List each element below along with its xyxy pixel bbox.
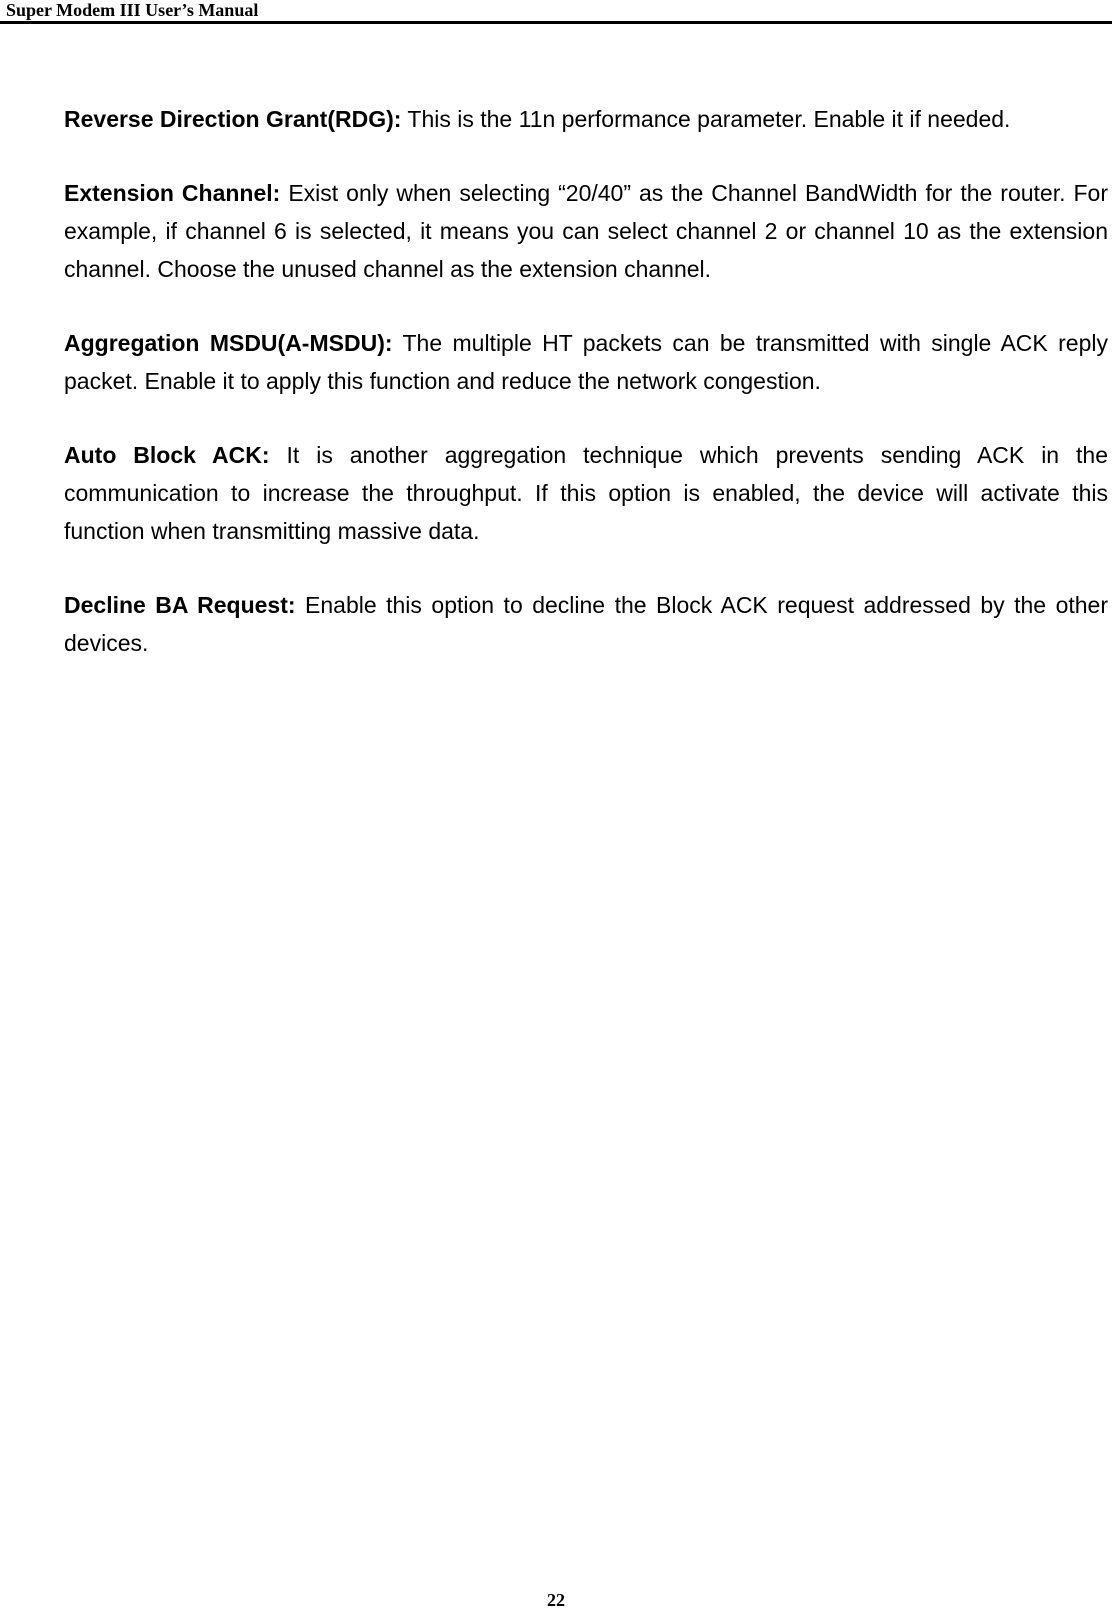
main-content <box>64 100 1108 698</box>
description-amsdu: The multiple HT packets can be transmitted with single ACK reply packet. Enable it to apply this function and reduce the network congestion. <box>64 330 1108 394</box>
description-extension-channel: Exist only when selecting “20/40” as the Channel BandWidth for the router. For example, if channel 6 is selected, it means you can select channel 2 or channel 10 as the extension channel. Choose the unused channel as the extension channel. <box>64 180 1108 282</box>
paragraph-rdg <box>64 100 1108 138</box>
page-number: 22 <box>547 1590 565 1610</box>
term-rdg: Reverse Direction Grant(RDG): <box>64 106 402 132</box>
term-decline-ba: Decline BA Request: <box>64 592 296 618</box>
term-auto-block-ack: Auto Block ACK: <box>64 442 270 468</box>
term-amsdu: Aggregation MSDU(A-MSDU): <box>64 330 393 356</box>
running-header: Super Modem III User’s Manual <box>6 0 259 20</box>
description-decline-ba: Enable this option to decline the Block ACK request addressed by the other devices. <box>64 592 1108 656</box>
paragraph-decline-ba <box>64 586 1108 662</box>
description-auto-block-ack: It is another aggregation technique which prevents sending ACK in the communication to increase the throughput. If this option is enabled, the device will activate this function when transmitting massive data. <box>64 442 1109 544</box>
description-rdg: This is the 11n performance parameter. Enable it if needed. <box>407 106 1011 132</box>
header-rule <box>0 21 1112 24</box>
paragraph-extension-channel <box>64 174 1108 288</box>
paragraph-auto-block-ack <box>64 436 1108 550</box>
term-extension-channel: Extension Channel: <box>64 180 281 206</box>
paragraph-amsdu <box>64 324 1108 400</box>
